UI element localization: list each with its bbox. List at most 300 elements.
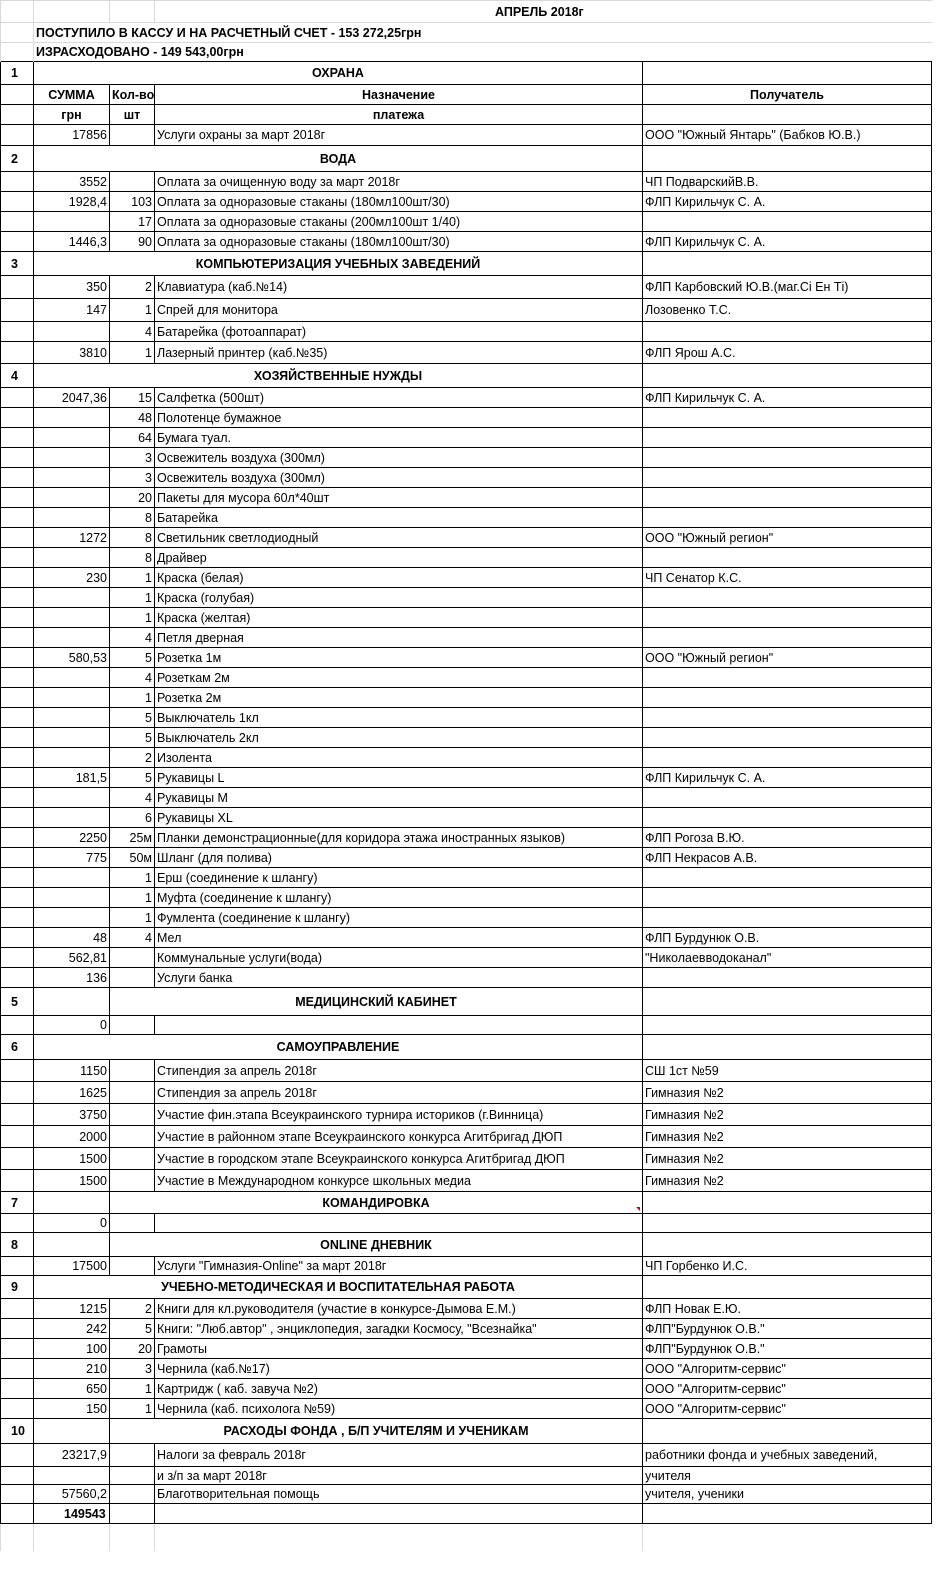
empty-cell [110,1524,155,1551]
expense-row [1,43,932,62]
purpose-cell: Светильник светлодиодный [155,528,643,548]
recipient-cell: ФЛП Кирильчук С. А. [643,768,932,788]
table-row [1,908,932,928]
table-row [1,748,932,768]
recipient-cell [643,588,932,608]
section-header-row [1,1192,932,1214]
purpose-cell: Благотворительная помощь [155,1485,643,1504]
expense-summary: ИЗРАСХОДОВАНО - 149 543,00грн [34,43,932,62]
empty-cell [34,1192,110,1214]
purpose-cell: Краска (белая) [155,568,643,588]
table-row [1,212,932,232]
amount-cell [34,212,110,232]
table-row [1,1299,932,1319]
table-row [1,1104,932,1126]
amount-cell [34,748,110,768]
empty-cell [1,528,34,548]
table-row [1,848,932,868]
empty-cell [1,276,34,299]
purpose-cell: Коммунальные услуги(вода) [155,948,643,968]
purpose-cell: Планки демонстрационные(для коридора этажа иностранных языков) [155,828,643,848]
amount-cell: 775 [34,848,110,868]
section-header-row [1,1419,932,1444]
amount-cell: 17856 [34,125,110,146]
recipient-cell [643,468,932,488]
empty-cell [34,1233,110,1257]
purpose-cell [155,1016,643,1035]
empty-cell [1,212,34,232]
empty-cell [643,252,932,276]
empty-cell [1,1126,34,1148]
quantity-cell: 5 [110,1319,155,1339]
empty-cell [1,1399,34,1419]
purpose-cell: Батарейка (фотоаппарат) [155,322,643,342]
recipient-cell [643,608,932,628]
purpose-cell: Драйвер [155,548,643,568]
amount-cell [34,408,110,428]
purpose-cell: Оплата за одноразовые стаканы (180мл100шт/30) [155,192,643,212]
amount-cell: 2047,36 [34,388,110,408]
quantity-cell [110,172,155,192]
amount-cell: 0 [34,1016,110,1035]
purpose-cell: Оплата за одноразовые стаканы (200мл100шт 1/40) [155,212,643,232]
table-row [1,388,932,408]
total-amount: 149543 [34,1504,110,1524]
amount-cell [34,428,110,448]
quantity-cell: 4 [110,668,155,688]
table-row [1,788,932,808]
header-sum: СУММА [34,85,110,105]
purpose-cell: Книги для кл.руководителя (участие в конкурсе-Дымова Е.М.) [155,1299,643,1319]
table-row [1,688,932,708]
table-row [1,1170,932,1192]
quantity-cell [110,1257,155,1276]
amount-cell: 210 [34,1359,110,1379]
header-purpose: Назначение [155,85,643,105]
table-row [1,668,932,688]
purpose-cell: Оплата за одноразовые стаканы (180мл100шт/30) [155,232,643,252]
section-title: ОХРАНА [34,62,643,85]
empty-cell [1,408,34,428]
section-title: КОМАНДИРОВКА [110,1192,643,1214]
amount-cell: 230 [34,568,110,588]
purpose-cell: Чернила (каб. психолога №59) [155,1399,643,1419]
amount-cell: 1215 [34,1299,110,1319]
quantity-cell [110,1485,155,1504]
amount-cell: 136 [34,968,110,988]
recipient-cell [643,628,932,648]
empty-cell [1,468,34,488]
table-row [1,1016,932,1035]
purpose-cell: Шланг (для полива) [155,848,643,868]
empty-cell [1,105,34,125]
amount-cell: 150 [34,1399,110,1419]
section-header-row [1,62,932,85]
quantity-cell: 1 [110,888,155,908]
quantity-cell: 48 [110,408,155,428]
empty-cell [1,668,34,688]
quantity-cell [110,1104,155,1126]
amount-cell [34,548,110,568]
table-row [1,125,932,146]
purpose-cell: Услуги "Гимназия-Online" за март 2018г [155,1257,643,1276]
table-row [1,1148,932,1170]
income-row [1,23,932,43]
table-row [1,968,932,988]
purpose-cell: Розетка 1м [155,648,643,668]
income-summary: ПОСТУПИЛО В КАССУ И НА РАСЧЕТНЫЙ СЧЕТ - 153 272,25грн [34,23,932,43]
empty-cell [155,1524,643,1551]
empty-cell [643,105,932,125]
recipient-cell: "Николаевводоканал" [643,948,932,968]
amount-cell [34,608,110,628]
quantity-cell: 90 [110,232,155,252]
empty-cell [34,988,110,1016]
table-row [1,508,932,528]
recipient-cell: работники фонда и учебных заведений, [643,1444,932,1467]
purpose-cell: Услуги охраны за март 2018г [155,125,643,146]
empty-cell [1,85,34,105]
empty-cell [1,1060,34,1082]
purpose-cell: Петля дверная [155,628,643,648]
amount-cell [34,788,110,808]
empty-cell [1,648,34,668]
quantity-cell: 4 [110,322,155,342]
section-header-row [1,364,932,388]
table-row [1,728,932,748]
empty-cell [1,192,34,212]
recipient-cell: ООО "Южный регион" [643,528,932,548]
empty-cell [1,1524,34,1551]
header-qty: Кол-во [110,85,155,105]
purpose-cell: Батарейка [155,508,643,528]
purpose-cell: Розетка 2м [155,688,643,708]
amount-cell [34,888,110,908]
empty-cell [643,62,932,85]
quantity-cell [110,125,155,146]
amount-cell: 0 [34,1214,110,1233]
empty-cell [1,828,34,848]
amount-cell: 48 [34,928,110,948]
empty-cell [1,548,34,568]
section-header-row [1,988,932,1016]
table-row [1,1082,932,1104]
table-row [1,1214,932,1233]
table-row [1,808,932,828]
purpose-cell: Грамоты [155,1339,643,1359]
amount-cell [34,908,110,928]
amount-cell: 1928,4 [34,192,110,212]
recipient-cell: ФЛП Бурдунюк О.В. [643,928,932,948]
recipient-cell [643,808,932,828]
amount-cell [34,588,110,608]
recipient-cell: учителя, ученики [643,1485,932,1504]
table-row [1,768,932,788]
recipient-cell [643,708,932,728]
recipient-cell: ФЛП Кирильчук С. А. [643,232,932,252]
table-row [1,276,932,299]
recipient-cell: СШ 1ст №59 [643,1060,932,1082]
amount-cell [34,488,110,508]
section-number: 5 [1,988,34,1016]
purpose-cell: Краска (желтая) [155,608,643,628]
recipient-cell: ФЛП Карбовский Ю.В.(маг.Сі Ен Ті) [643,276,932,299]
recipient-cell: Лозовенко Т.С. [643,299,932,322]
table-row [1,408,932,428]
empty-cell [1,588,34,608]
empty-cell [1,848,34,868]
report-title: АПРЕЛЬ 2018г [155,1,932,23]
table-row [1,528,932,548]
table-row [1,548,932,568]
quantity-cell: 4 [110,628,155,648]
amount-cell [34,628,110,648]
quantity-cell [110,1214,155,1233]
quantity-cell: 64 [110,428,155,448]
recipient-cell: Гимназия №2 [643,1126,932,1148]
amount-cell [34,468,110,488]
recipient-cell: ФЛП Ярош А.С. [643,342,932,364]
purpose-cell: Изолента [155,748,643,768]
empty-cell [643,364,932,388]
empty-cell [1,1485,34,1504]
quantity-cell [110,1126,155,1148]
empty-cell [1,1214,34,1233]
section-number: 8 [1,1233,34,1257]
recipient-cell [643,788,932,808]
table-row [1,1359,932,1379]
recipient-cell: Гимназия №2 [643,1104,932,1126]
purpose-cell: Розеткам 2м [155,668,643,688]
empty-cell [1,1299,34,1319]
purpose-cell: Рукавицы М [155,788,643,808]
quantity-cell: 4 [110,788,155,808]
header-sum-unit: грн [34,105,110,125]
empty-cell [1,508,34,528]
recipient-cell: ФЛП Некрасов А.В. [643,848,932,868]
quantity-cell: 15 [110,388,155,408]
purpose-cell: Рукавицы XL [155,808,643,828]
purpose-cell: Муфта (соединение к шлангу) [155,888,643,908]
empty-cell [1,568,34,588]
quantity-cell: 8 [110,508,155,528]
quantity-cell: 1 [110,588,155,608]
recipient-cell [643,968,932,988]
empty-cell [1,1319,34,1339]
empty-cell [643,1192,932,1214]
empty-cell [1,388,34,408]
empty-cell [1,688,34,708]
section-header-row [1,146,932,172]
empty-cell [1,748,34,768]
recipient-cell: ООО "Алгоритм-сервис" [643,1359,932,1379]
recipient-cell [643,688,932,708]
section-number: 9 [1,1276,34,1299]
quantity-cell: 1 [110,908,155,928]
purpose-cell: Освежитель воздуха (300мл) [155,468,643,488]
quantity-cell: 1 [110,342,155,364]
section-title: САМОУПРАВЛЕНИЕ [34,1035,643,1060]
amount-cell [34,448,110,468]
recipient-cell [643,548,932,568]
quantity-cell: 5 [110,648,155,668]
empty-cell [643,1276,932,1299]
empty-cell [1,1379,34,1399]
table-row [1,1319,932,1339]
empty-cell [1,125,34,146]
empty-cell [1,1339,34,1359]
recipient-cell [643,448,932,468]
table-row [1,648,932,668]
recipient-cell: ООО "Алгоритм-сервис" [643,1399,932,1419]
recipient-cell: Гимназия №2 [643,1148,932,1170]
empty-cell [1,868,34,888]
section-title: ВОДА [34,146,643,172]
amount-cell [34,688,110,708]
recipient-cell: Гимназия №2 [643,1082,932,1104]
empty-cell [1,342,34,364]
purpose-cell: Картридж ( каб. завуча №2) [155,1379,643,1399]
table-row [1,322,932,342]
section-header-row [1,1035,932,1060]
section-title: КОМПЬЮТЕРИЗАЦИЯ УЧЕБНЫХ ЗАВЕДЕНИЙ [34,252,643,276]
total-row [1,1504,932,1524]
purpose-cell [155,1214,643,1233]
recipient-cell [643,322,932,342]
column-header-row [1,85,932,105]
empty-cell [643,988,932,1016]
amount-cell: 23217,9 [34,1444,110,1467]
recipient-cell: ООО "Алгоритм-сервис" [643,1379,932,1399]
amount-cell [34,708,110,728]
empty-cell [1,788,34,808]
empty-cell [1,948,34,968]
recipient-cell [643,888,932,908]
table-row [1,868,932,888]
amount-cell: 3810 [34,342,110,364]
table-row [1,708,932,728]
purpose-cell: Салфетка (500шт) [155,388,643,408]
empty-cell [643,1419,932,1444]
purpose-cell: Краска (голубая) [155,588,643,608]
purpose-cell: Полотенце бумажное [155,408,643,428]
empty-cell [1,488,34,508]
purpose-cell: Мел [155,928,643,948]
amount-cell: 1500 [34,1148,110,1170]
empty-cell [1,628,34,648]
amount-cell: 1500 [34,1170,110,1192]
table-row [1,1485,932,1504]
table-row [1,588,932,608]
quantity-cell: 1 [110,868,155,888]
table-row [1,1399,932,1419]
empty-cell [1,928,34,948]
empty-cell [643,1035,932,1060]
quantity-cell [110,1082,155,1104]
section-number: 1 [1,62,34,85]
quantity-cell: 1 [110,1379,155,1399]
recipient-cell: учителя [643,1467,932,1485]
section-number: 4 [1,364,34,388]
recipient-cell: ФЛП Кирильчук С. А. [643,388,932,408]
recipient-cell: ФЛП"Бурдунюк О.В." [643,1339,932,1359]
table-row [1,1126,932,1148]
recipient-cell [643,428,932,448]
empty-cell [1,888,34,908]
empty-cell [34,1524,110,1551]
table-row [1,1379,932,1399]
quantity-cell [110,1444,155,1467]
table-row [1,428,932,448]
table-row [1,568,932,588]
empty-cell [643,1233,932,1257]
quantity-cell: 3 [110,468,155,488]
amount-cell [34,808,110,828]
amount-cell: 2250 [34,828,110,848]
purpose-cell: Чернила (каб.№17) [155,1359,643,1379]
recipient-cell [643,668,932,688]
quantity-cell: 8 [110,548,155,568]
recipient-cell [643,508,932,528]
table-row [1,192,932,212]
quantity-cell: 2 [110,1299,155,1319]
section-header-row [1,1233,932,1257]
header-qty-unit: шт [110,105,155,125]
quantity-cell: 2 [110,276,155,299]
recipient-cell: ФЛП"Бурдунюк О.В." [643,1319,932,1339]
amount-cell: 1150 [34,1060,110,1082]
quantity-cell [110,1148,155,1170]
table-row [1,448,932,468]
section-header-row [1,1276,932,1299]
purpose-cell: Участие в городском этапе Всеукраинского конкурса Агитбригад ДЮП [155,1148,643,1170]
table-row [1,888,932,908]
purpose-cell: Налоги за февраль 2018г [155,1444,643,1467]
quantity-cell: 1 [110,688,155,708]
recipient-cell [643,212,932,232]
purpose-cell: Стипендия за апрель 2018г [155,1082,643,1104]
purpose-cell: Выключатель 1кл [155,708,643,728]
table-row [1,299,932,322]
purpose-cell: Рукавицы L [155,768,643,788]
purpose-cell: Спрей для монитора [155,299,643,322]
empty-cell [1,1016,34,1035]
quantity-cell [110,1467,155,1485]
section-number: 10 [1,1419,34,1444]
empty-cell [155,1504,643,1524]
amount-cell: 3750 [34,1104,110,1126]
quantity-cell: 1 [110,608,155,628]
table-row [1,928,932,948]
recipient-cell: ЧП ПодварскийВ.В. [643,172,932,192]
empty-cell [1,608,34,628]
amount-cell: 100 [34,1339,110,1359]
amount-cell [34,508,110,528]
amount-cell: 1625 [34,1082,110,1104]
section-title: ХОЗЯЙСТВЕННЫЕ НУЖДЫ [34,364,643,388]
empty-cell [1,808,34,828]
empty-cell [1,1467,34,1485]
empty-cell [1,768,34,788]
quantity-cell [110,1170,155,1192]
amount-cell: 242 [34,1319,110,1339]
quantity-cell: 20 [110,488,155,508]
recipient-cell [643,408,932,428]
amount-cell: 580,53 [34,648,110,668]
empty-cell [1,708,34,728]
recipient-cell [643,1016,932,1035]
quantity-cell: 1 [110,568,155,588]
